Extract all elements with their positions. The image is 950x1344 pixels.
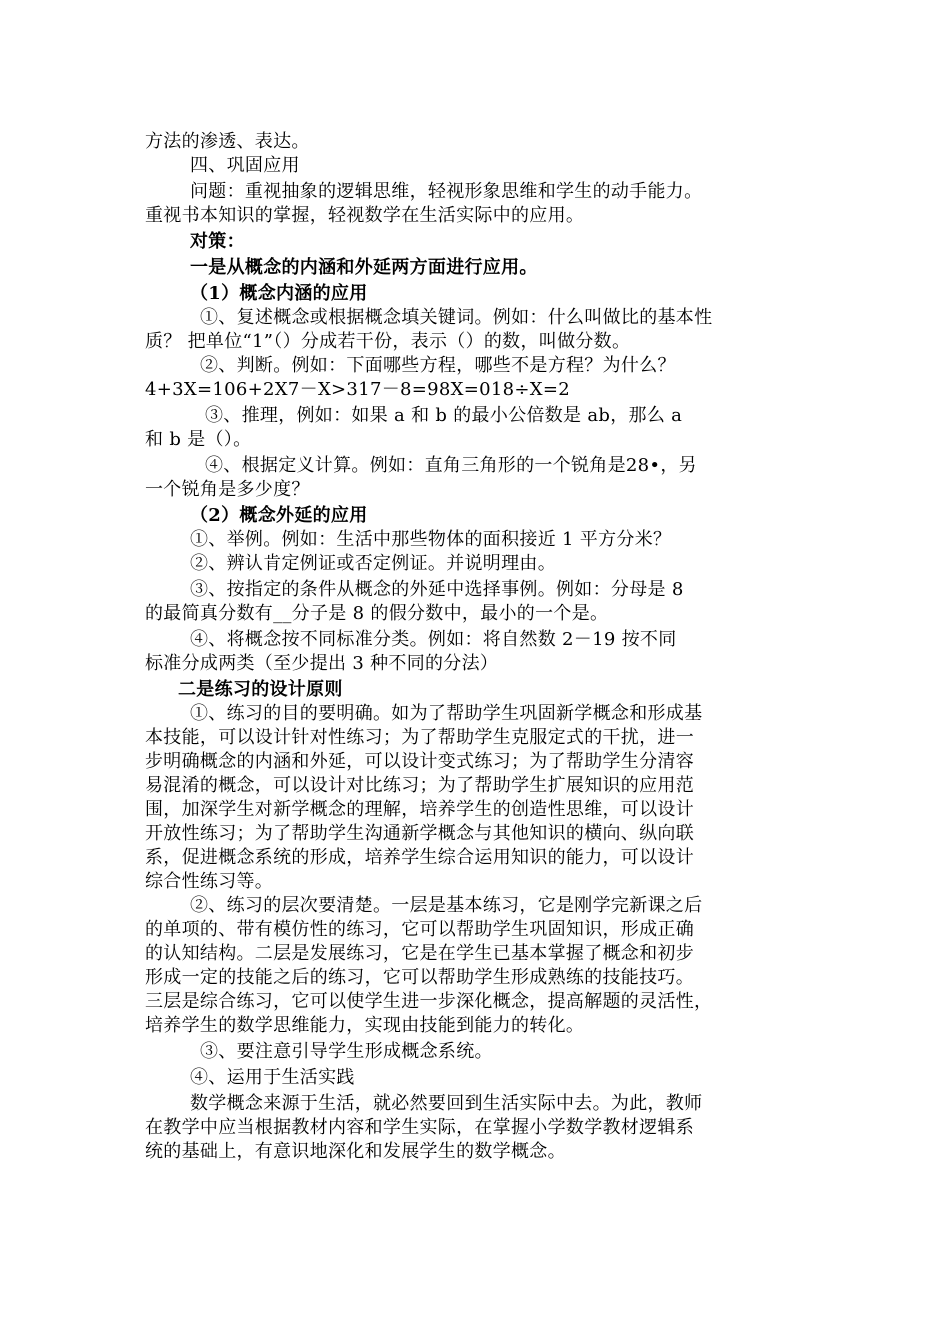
text-line: 数学概念来源于生活，就必然要回到生活实际中去。为此，教师	[190, 1093, 703, 1114]
text-line: 标准分成两类（至少提出 3 种不同的分法）	[145, 653, 499, 674]
subheading: 对策：	[190, 231, 245, 252]
subheading: 一是从概念的内涵和外延两方面进行应用。	[190, 257, 538, 278]
text-line: ③、推理，例如：如果 a 和 b 的最小公倍数是 ab，那么 a	[205, 405, 683, 426]
text-line: 的认知结构。二层是发展练习，它是在学生已基本掌握了概念和初步	[145, 943, 694, 964]
text-line: 综合性练习等。	[145, 871, 274, 892]
text-line: 培养学生的数学思维能力，实现由技能到能力的转化。	[145, 1015, 585, 1036]
text-line: ③、要注意引导学生形成概念系统。	[200, 1041, 493, 1062]
text-line: 围，加深学生对新学概念的理解，培养学生的创造性思维，可以设计	[145, 799, 694, 820]
text-line: ②、练习的层次要清楚。一层是基本练习，它是刚学完新课之后	[190, 895, 703, 916]
text-line: 问题：重视抽象的逻辑思维，轻视形象思维和学生的动手能力。	[190, 181, 703, 202]
text-line: 和 b 是（）。	[145, 429, 252, 450]
text-line: ①、练习的目的要明确。如为了帮助学生巩固新学概念和形成基	[190, 703, 703, 724]
text-line: ②、判断。例如：下面哪些方程，哪些不是方程？为什么？	[200, 355, 676, 376]
text-line: 质？ 把单位“1”（）分成若干份，表示（）的数，叫做分数。	[145, 331, 631, 352]
subheading: 二是练习的设计原则	[178, 679, 343, 700]
text-line: 的单项的、带有模仿性的练习，它可以帮助学生巩固知识，形成正确	[145, 919, 694, 940]
text-line: 三层是综合练习，它可以使学生进一步深化概念，提高解题的灵活性，	[145, 991, 713, 1012]
text-line: 易混淆的概念，可以设计对比练习；为了帮助学生扩展知识的应用范	[145, 775, 694, 796]
subheading: （1）概念内涵的应用	[190, 283, 368, 304]
text-line: ②、辨认肯定例证或否定例证。并说明理由。	[190, 553, 556, 574]
text-line: ④、将概念按不同标准分类。例如：将自然数 2－19 按不同	[190, 629, 677, 650]
text-line: ④、运用于生活实践	[190, 1067, 355, 1088]
text-line: 开放性练习；为了帮助学生沟通新学概念与其他知识的横向、纵向联	[145, 823, 694, 844]
text-line: 方法的渗透、表达。	[145, 131, 310, 152]
section-heading: 四、巩固应用	[190, 155, 300, 176]
text-line: ③、按指定的条件从概念的外延中选择事例。例如：分母是 8	[190, 579, 684, 600]
text-line: 在教学中应当根据教材内容和学生实际，在掌握小学数学教材逻辑系	[145, 1117, 694, 1138]
text-line: 一个锐角是多少度？	[145, 479, 310, 500]
text-line: 4+3X=106+2X7－X>317－8=98X=018÷X=2	[145, 379, 571, 400]
text-line: 步明确概念的内涵和外延，可以设计变式练习；为了帮助学生分清容	[145, 751, 694, 772]
text-line: 本技能，可以设计针对性练习；为了帮助学生克服定式的干扰，进一	[145, 727, 694, 748]
text-line: ①、复述概念或根据概念填关键词。例如：什么叫做比的基本性	[200, 307, 713, 328]
text-line: 形成一定的技能之后的练习，它可以帮助学生形成熟练的技能技巧。	[145, 967, 694, 988]
text-line: 系，促进概念系统的形成，培养学生综合运用知识的能力，可以设计	[145, 847, 694, 868]
text-line: 统的基础上，有意识地深化和发展学生的数学概念。	[145, 1141, 566, 1162]
text-line: 重视书本知识的掌握，轻视数学在生活实际中的应用。	[145, 205, 585, 226]
subheading: （2）概念外延的应用	[190, 505, 368, 526]
text-line: ④、根据定义计算。例如：直角三角形的一个锐角是28•，另	[205, 455, 697, 476]
text-line: ①、举例。例如：生活中那些物体的面积接近 1 平方分米？	[190, 529, 672, 550]
text-line: 的最简真分数有__分子是 8 的假分数中，最小的一个是。	[145, 603, 609, 624]
